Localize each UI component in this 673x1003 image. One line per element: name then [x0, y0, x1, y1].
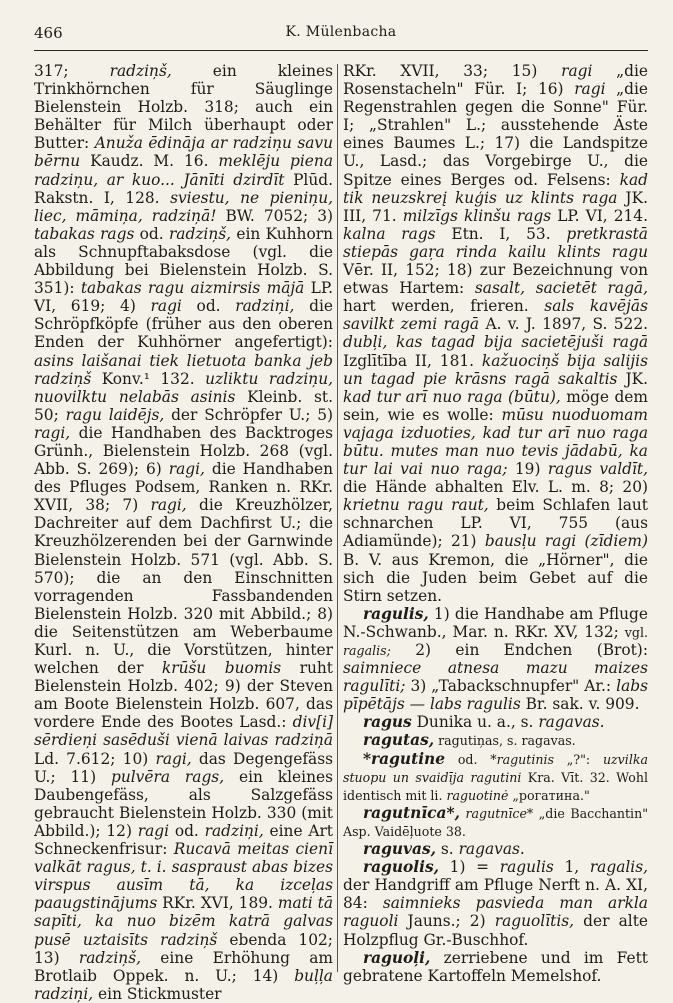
citation-text: ragi, — [155, 749, 192, 768]
citation-text: tabakas rags — [34, 224, 135, 243]
citation-text: div[i] sērdieņi sasēduši vienā laivas radziņā — [34, 713, 333, 750]
headword-text: ragutas, — [363, 731, 435, 750]
headword — [363, 858, 439, 876]
body-text: Kra. Vīt. 32. Wohl identisch mit li. — [343, 769, 648, 803]
body-text: die Kreuzhölzer, Dachreiter auf dem Dachfirst U.; die Kreuzhölzerenden bei der Garnwinde Bielenstein Holzb. 571 (vgl. Abb. S. 570); die an den Einschnitten vorragenden Fassbandenden Bielenstein Holzb. 320 mit Abbild.; 8) die Seitenstützen am Weberbaume Kurl. n. U., die Vorstützen, hinter welchen der — [34, 496, 333, 678]
citation-text: radziņi, — [204, 821, 264, 840]
body-text: JK. III, 71. — [343, 188, 648, 225]
body-text: eine Art Schneckenfrisur: — [34, 821, 333, 859]
citation-text: radziņš, — [168, 224, 232, 243]
citation-text: uzvilka stuopu un svaidīja ragutini — [343, 751, 648, 785]
entry-continuation — [343, 62, 648, 605]
citation-text: radziņš, — [78, 948, 141, 967]
page-number: 466 — [34, 24, 63, 42]
citation-text: sviestu, ne pieniņu, liec, māmiņa, radziņā! — [34, 188, 334, 225]
citation-text: ragutnīce* — [459, 805, 539, 821]
body-text: Dunika u. a., s. — [411, 713, 539, 732]
body-text: die Hände abhalten Elv. L. m. 8; 20) — [343, 478, 648, 497]
body-text: ebenda 102; 13) — [34, 930, 333, 967]
body-text: „die Bacchantin" Asp. Vaidēļuote 38. — [343, 805, 648, 839]
dictionary-entry — [343, 731, 648, 749]
body-text: 1, — [553, 858, 590, 877]
body-text: Jauns.; 2) — [398, 912, 495, 931]
body-text: BW. 7052; 3) — [216, 206, 333, 225]
body-text: 19) — [507, 460, 548, 479]
body-text: die Schröpfköpfe (früher aus den oberen Enden der Kuhhörner angefertigt): — [34, 297, 334, 352]
body-text: der Handgriff am Pfluge Nerft n. A. XI, 84: — [343, 876, 648, 913]
citation-text: dubļi, kas tagad bija sacietējuši ragā — [343, 333, 648, 352]
headword — [363, 731, 434, 749]
citation-text: bausļu ragi (zīdiem) — [484, 532, 648, 551]
body-text: hart werden, frieren. — [343, 297, 545, 316]
citation-text: sasalt, sacietēt ragā, — [474, 279, 649, 298]
citation-text: krietnu ragu raut, — [343, 496, 489, 515]
body-text: s. — [435, 840, 459, 859]
citation-text: *ragutinis — [490, 751, 554, 767]
body-text: „die Rosenstacheln" Für. I; 16) — [343, 62, 649, 99]
citation-text: raguolītis, — [494, 912, 575, 931]
citation-text: kažuociņš bija salijis un tagad pie krāsns ragā sakaltis — [343, 351, 648, 388]
dictionary-entry — [343, 605, 648, 714]
running-title: K. Mülenbacha — [285, 24, 397, 40]
headword — [363, 713, 412, 731]
citation-text: uzliktu radziņu, nuovilktu nelabās asinis — [34, 369, 333, 406]
body-text: Vēr. II, 152; 18) zur Bezeichnung von etwas Hartem: — [343, 261, 648, 298]
body-text: das Degengefäss U.; 11) — [34, 749, 333, 786]
dictionary-entry — [343, 840, 648, 858]
right-column — [343, 62, 648, 985]
body-text: Izglītība II, 181. — [343, 351, 482, 370]
body-text: od. — [181, 297, 236, 316]
body-text: ein Stickmuster — [93, 984, 222, 1003]
citation-text: ragi — [561, 62, 593, 80]
citation-text: meklēju piena radziņu, ar kuo... Jānīti dzirdīt — [34, 152, 333, 189]
body-text: Br. sak. v. 909. — [520, 695, 640, 714]
citation-text: mati tā sapīti, ka nuo bizēm katrā galvas pusē uztaisīts radziņš — [34, 894, 333, 949]
body-text: RKr. XVI, 189. — [157, 894, 278, 913]
body-text: LP. VI, 619; 4) — [34, 279, 333, 316]
header-rule — [34, 50, 648, 51]
headword-text: ragulis, — [363, 604, 429, 623]
headword-text: raguoļi, — [363, 948, 431, 967]
dictionary-entry — [343, 858, 648, 948]
body-text: ein kleines Daubengefäss, als Salzgefäss gebraucht Bielenstein Holzb. 330 (mit Abbild.); 12) — [34, 767, 333, 840]
body-text: möge dem sein, wie es wolle: — [343, 387, 648, 424]
body-text: Konv.¹ 132. — [91, 369, 206, 388]
entry-continuation — [34, 62, 333, 1003]
citation-text: ragalis, — [589, 858, 649, 877]
headword-text: ragutnīca*, — [363, 803, 460, 822]
headword — [363, 605, 429, 623]
body-text: die Handhaben des Backtroges Grünh., Bielenstein Holzb. 268 (vgl. Abb. S. 269); 6) — [34, 423, 333, 479]
body-text: beim Schlafen laut schnarchen LP. VI, 755 (aus Adiamünde); 21) — [343, 496, 648, 551]
body-text: Kleinb. st. 50; — [34, 387, 333, 424]
body-text: der alte Holzpflug Gr.-Buschhof. — [343, 912, 648, 949]
body-text: JK. — [617, 369, 649, 388]
citation-text: Rucavā meitas cienī valkāt ragus, t. i. saspraust abas bizes virspus ausīm tā, ka izceļas paaugstinājums — [34, 840, 333, 913]
dictionary-entry — [343, 750, 648, 804]
body-text: 317; — [34, 62, 110, 80]
citation-text: ragavas. — [538, 713, 605, 732]
body-text: 1) die Handhabe am Pfluge N.-Schwanb., Mar. n. RKr. XV, 132; — [343, 604, 648, 641]
body-text: 1) = — [439, 858, 500, 877]
citation-text: tabakas ragu aizmirsis mājā — [80, 279, 305, 298]
body-text: LP. VI, 214. — [551, 206, 648, 225]
headword-text: raguolis, — [363, 858, 440, 877]
citation-text: mūsu nuoduomam vajaga izduoties, kad tur arī nuo raga būtu. mutes man nuo tevis jādabū, ka tur lai vai nuo raga; — [343, 405, 648, 479]
citation-text: ragi — [137, 821, 170, 840]
citation-text: milzīgs klinšu rags — [402, 206, 552, 225]
dictionary-entry — [343, 949, 648, 985]
body-text: ein Kuhhorn als Schnupftabaksdose (vgl. die Abbildung bei Bielenstein Holzb. S. 351): — [34, 224, 333, 298]
citation-text: ragavas. — [458, 840, 525, 859]
page-header — [34, 24, 648, 48]
body-text: Etn. I, 53. — [435, 224, 567, 243]
citation-text: ragi, — [150, 496, 187, 515]
citation-text: kad tur arī nuo raga (būtu), — [343, 387, 561, 406]
citation-text: ragalis; — [343, 643, 391, 658]
body-text: 2) ein Endchen (Brot): — [390, 641, 648, 659]
body-text: vgl. — [624, 624, 648, 640]
headword-text: ragus — [363, 713, 412, 732]
headword — [363, 750, 445, 768]
body-text: „?": — [554, 751, 603, 767]
headword — [363, 840, 436, 858]
citation-text: kalna rags — [343, 224, 436, 243]
body-text: „рогатина." — [508, 787, 590, 803]
citation-text: ragi — [574, 80, 606, 99]
body-text: 3) „Tabackschnupfer" Ar.: — [405, 677, 617, 696]
citation-text: labs pīpētājs — labs ragulis — [343, 677, 648, 714]
citation-text: asins laišanai tiek lietuota banka jeb radziņš — [34, 351, 333, 388]
citation-text: ragi, — [168, 460, 205, 479]
body-text: od. — [169, 821, 205, 840]
body-text: der Schröpfer U.; 5) — [164, 405, 334, 424]
headword-text: *ragutine — [363, 749, 446, 768]
citation-text: sals kavējās savilkt zemi ragā — [343, 297, 648, 334]
body-text: Ld. 7.612; 10) — [34, 749, 156, 768]
body-text: B. V. aus Kremon, die „Hörner", die sich die Juden beim Gebet auf die Stirn setzen. — [343, 550, 648, 605]
body-text: Kaudz. M. 16. — [80, 152, 219, 171]
headword — [363, 804, 460, 822]
citation-text: kad tik neuzskreį kuģis uz klints raga — [343, 170, 648, 207]
citation-text: raguotinė — [446, 787, 509, 803]
body-text: od. — [134, 224, 169, 243]
headword — [363, 949, 430, 967]
citation-text: ragi — [150, 297, 182, 316]
body-text: ein kleines Trinkhörnchen für Säuglinge Bielenstein Holzb. 318; auch ein Behälter für Milch überhaupt oder Butter: — [34, 62, 333, 153]
headword-text: raguvas, — [363, 840, 436, 859]
body-text: RKr. XVII, 33; 15) — [343, 62, 562, 80]
citation-text: buļļa radziņi, — [34, 966, 333, 1003]
citation-text: saimniece atnesa mazu maizes ragulīti; — [343, 659, 648, 696]
citation-text: krūšu buomis — [161, 659, 282, 678]
citation-text: pretkrastā stiepās gaŗa rinda kailu klints ragu — [343, 224, 648, 261]
body-text: „die Regenstrahlen gegen die Sonne" Für. I; „Strahlen" L.; ausstehende Äste eines Baumes L.; 17) die Landspitze U., Lasd.; das Vorgebirge U., die Spitze eines Berges od. Felsens: — [343, 80, 649, 189]
citation-text: ragulis — [499, 858, 554, 877]
body-text: eine Erhöhung am Brotlaib Oppek. n. U.; 14) — [34, 948, 334, 985]
left-column — [34, 62, 333, 1003]
body-text: od. — [445, 751, 491, 767]
body-text: Plūd. Rakstn. I, 128. — [34, 170, 334, 207]
dictionary-entry — [343, 804, 648, 840]
citation-text: ragu laidējs, — [65, 405, 165, 424]
citation-text: Anuža ēdināja ar radziņu savu bērnu — [34, 134, 334, 171]
citation-text: radziņš, — [109, 62, 172, 80]
citation-text: saimnieks pasvieda man arkla raguoli — [343, 894, 648, 931]
body-text: A. v. J. 1897, S. 522. — [479, 315, 649, 334]
citation-text: ragus valdīt, — [547, 460, 649, 479]
body-text: ragutiņas, s. ragavas. — [434, 733, 576, 749]
dictionary-entry — [343, 713, 648, 731]
body-text: zerriebene und im Fett gebratene Kartoffeln Memelshof. — [343, 948, 648, 985]
body-text: die Handhaben des Pfluges Podsem, Ranken n. RKr. XVII, 38; 7) — [34, 460, 333, 515]
citation-text: radziņi, — [235, 297, 295, 316]
citation-text: pulvēra rags, — [111, 767, 225, 786]
citation-text: ragi, — [34, 423, 71, 442]
body-text: ruht Bielenstein Holzb. 402; 9) der Steven am Boote Bielenstein Holzb. 607, das vordere Ende des Bootes Lasd.: — [34, 659, 333, 732]
